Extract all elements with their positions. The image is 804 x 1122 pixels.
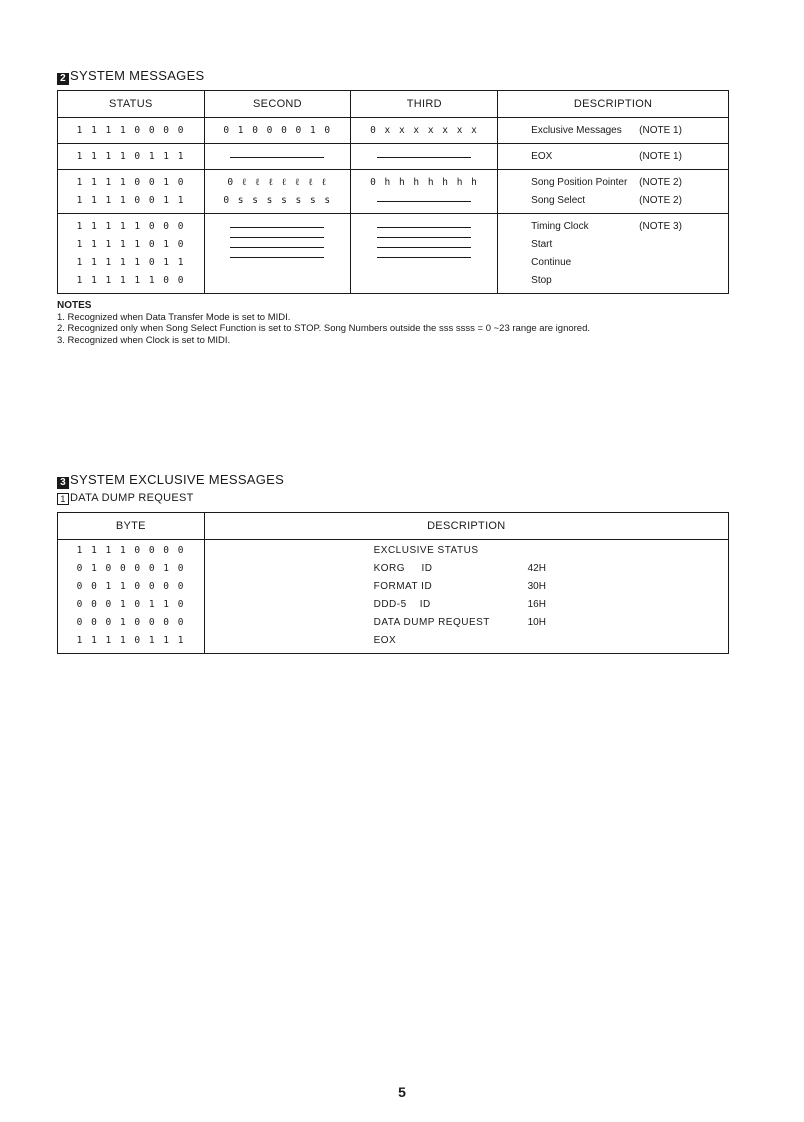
byte-description: KORG ID — [373, 563, 433, 574]
note-2: 2. Recognized only when Song Select Function is set to STOP. Song Numbers outside the sss ssss = 0 ~23 range are ignored. — [57, 323, 591, 334]
empty-dash — [230, 227, 324, 228]
empty-dash — [230, 237, 324, 238]
empty-dash — [377, 157, 471, 158]
status-value: 1 1 1 1 0 0 0 0 — [76, 125, 185, 136]
byte-hex-value: 10H — [527, 617, 546, 628]
page-number: 5 — [398, 1084, 406, 1100]
note-ref: (NOTE 3) — [639, 221, 682, 232]
byte-value: 0 0 0 1 0 0 0 0 — [76, 617, 185, 628]
byte-value: 1 1 1 1 0 1 1 1 — [76, 635, 185, 646]
table-row-realtime — [58, 214, 729, 294]
empty-dash — [377, 201, 471, 202]
table-row-eox — [58, 144, 729, 170]
byte-description: EOX — [373, 635, 397, 646]
status-value: 1 1 1 1 0 1 1 1 — [76, 151, 185, 162]
third-value: 0 h h h h h h h — [370, 177, 479, 188]
data-dump-request-table — [57, 512, 729, 654]
byte-hex-value: 42H — [527, 563, 546, 574]
second-value: 0 s s s s s s s — [223, 195, 332, 206]
table-row-song-position-select — [58, 170, 729, 214]
subsection-number-box: 1 — [57, 493, 69, 505]
table-row-exclusive — [58, 118, 729, 144]
byte-description: DATA DUMP REQUEST — [373, 617, 490, 628]
empty-dash — [377, 227, 471, 228]
header-description: DESCRIPTION — [498, 91, 729, 118]
header-byte: BYTE — [58, 513, 205, 540]
empty-dash — [230, 247, 324, 248]
description-text: Stop — [531, 275, 552, 286]
description-text: Song Select — [531, 195, 586, 206]
section-title-text: SYSTEM EXCLUSIVE MESSAGES — [70, 472, 285, 487]
section-title-text: SYSTEM MESSAGES — [70, 68, 205, 83]
note-1: 1. Recognized when Data Transfer Mode is set to MIDI. — [57, 311, 291, 323]
section-number-badge: 2 — [57, 73, 69, 85]
byte-value: 0 1 0 0 0 0 1 0 — [76, 563, 185, 574]
section-title-system-messages — [57, 68, 205, 85]
header-status: STATUS — [58, 91, 205, 118]
byte-description: EXCLUSIVE STATUS — [373, 545, 479, 556]
status-value: 1 1 1 1 1 0 1 1 — [76, 257, 185, 268]
section-number-badge: 3 — [57, 477, 69, 489]
notes-block — [57, 300, 590, 346]
byte-value: 0 0 1 1 0 0 0 0 — [76, 581, 185, 592]
description-text: Continue — [531, 257, 572, 268]
header-second: SECOND — [204, 91, 351, 118]
status-value: 1 1 1 1 0 0 1 1 — [76, 195, 185, 206]
status-value: 1 1 1 1 1 0 0 0 — [76, 221, 185, 232]
byte-description: DDD-5 ID — [373, 599, 431, 610]
status-value: 1 1 1 1 0 0 1 0 — [76, 177, 185, 188]
note-3: 3. Recognized when Clock is set to MIDI. — [57, 334, 231, 346]
table-row-bytes — [58, 540, 729, 654]
notes-heading: NOTES — [57, 300, 92, 311]
empty-dash — [230, 257, 324, 258]
byte-value: 1 1 1 1 0 0 0 0 — [76, 545, 185, 556]
description-text: Song Position Pointer — [531, 177, 628, 188]
byte-hex-value: 30H — [527, 581, 546, 592]
status-value: 1 1 1 1 1 1 0 0 — [76, 275, 185, 286]
note-ref: (NOTE 2) — [639, 177, 682, 188]
note-ref: (NOTE 1) — [639, 151, 682, 162]
empty-dash — [377, 247, 471, 248]
header-third: THIRD — [351, 91, 498, 118]
third-value: 0 x x x x x x x — [370, 125, 479, 136]
empty-dash — [377, 237, 471, 238]
system-messages-table — [57, 90, 729, 294]
empty-dash — [377, 257, 471, 258]
second-value: 0 ℓ ℓ ℓ ℓ ℓ ℓ ℓ — [227, 177, 328, 188]
description-text: Timing Clock — [531, 221, 589, 232]
byte-hex-value: 16H — [527, 599, 546, 610]
subsection-title-data-dump-request — [57, 492, 194, 505]
status-value: 1 1 1 1 1 0 1 0 — [76, 239, 185, 250]
byte-description: FORMAT ID — [373, 581, 433, 592]
empty-dash — [230, 157, 324, 158]
description-text: EOX — [531, 151, 553, 162]
second-value: 0 1 0 0 0 0 1 0 — [223, 125, 332, 136]
header-description: DESCRIPTION — [204, 513, 728, 540]
section-title-system-exclusive — [57, 472, 284, 489]
subsection-title-text: DATA DUMP REQUEST — [70, 492, 194, 504]
description-text: Start — [531, 239, 553, 250]
table-header-row — [58, 91, 729, 118]
note-ref: (NOTE 2) — [639, 195, 682, 206]
description-text: Exclusive Messages — [531, 125, 622, 136]
table-header-row — [58, 513, 729, 540]
byte-value: 0 0 0 1 0 1 1 0 — [76, 599, 185, 610]
note-ref: (NOTE 1) — [639, 125, 682, 136]
